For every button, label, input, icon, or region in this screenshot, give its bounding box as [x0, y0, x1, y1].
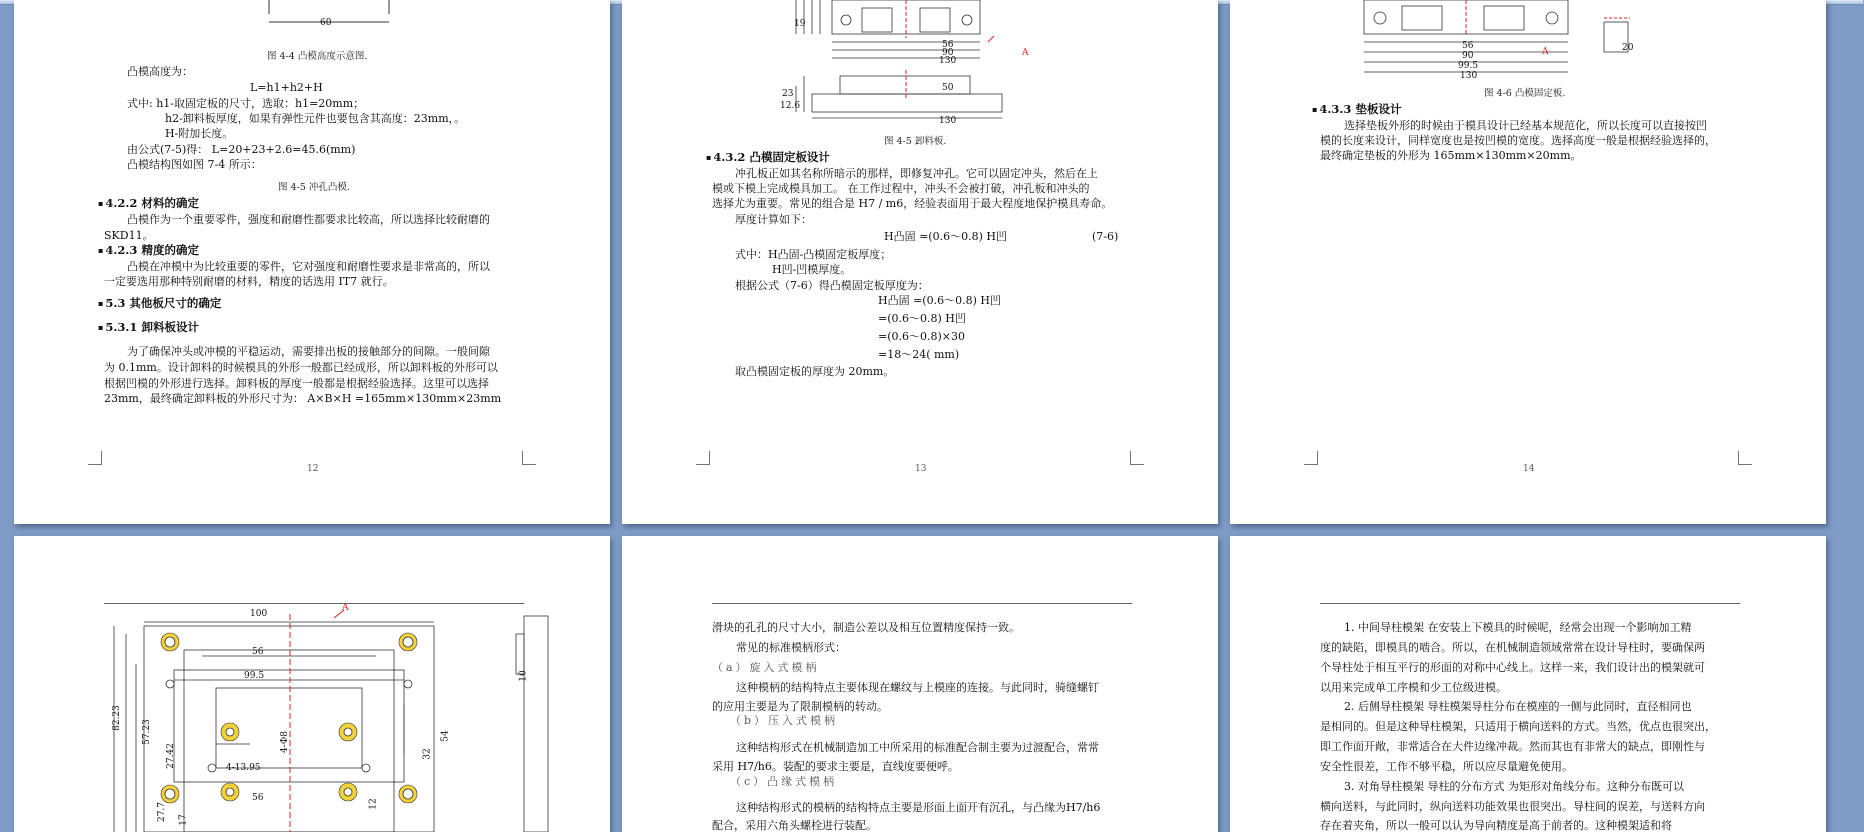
- paragraph-line: 个导柱处于相互平行的形面的对称中心线上。这样一来，我们设计出的模架就可: [1320, 661, 1705, 674]
- dim-32: 32: [422, 748, 433, 760]
- paragraph-line: 这种结构形式的模柄的结构特点主要是形面上面开有沉孔，与凸缘为H7/h6: [736, 801, 1101, 814]
- text-line: 式中：H凸固-凸模固定板厚度；: [735, 248, 892, 261]
- paragraph-line: 安全性很差，工作不够平稳，所以应尽量避免使用。: [1320, 760, 1573, 773]
- label-a: A: [342, 603, 349, 613]
- corner-mark: [696, 451, 710, 465]
- heading-4-3-3: ▪ 4.3.3 垫板设计: [1312, 102, 1401, 117]
- dim-130: 130: [1460, 71, 1478, 81]
- dim-20: 20: [1622, 43, 1634, 53]
- dim-90: 90: [942, 48, 954, 58]
- page-17: [1230, 536, 1826, 832]
- dim-99-5: 99.5: [244, 671, 265, 681]
- figure-4-6-drawing: [1354, 0, 1634, 90]
- paragraph-line: 常见的标准模柄形式：: [736, 641, 846, 654]
- text-line: 凸模高度为：: [127, 65, 193, 78]
- paragraph-line: 选择垫板外形的时候由于模具设计已经基本规范化，所以长度可以直接按凹: [1344, 119, 1707, 132]
- dim-19: 19: [794, 19, 806, 29]
- paragraph-line: 3. 对角导柱模架 导柱的分布方式 为矩形对角线分布。这种分布既可以: [1344, 780, 1684, 793]
- paragraph-line: 这种结构形式在机械制造加工中所采用的标准配合制主要为过渡配合，常常: [736, 741, 1099, 754]
- paragraph-line: 一定要选用那种特别耐磨的材料，精度的话选用 IT7 就行。: [104, 275, 394, 288]
- dim-56: 56: [942, 40, 954, 50]
- header-rule: [1320, 603, 1740, 604]
- dim-56-bottom: 56: [252, 793, 264, 803]
- dim-82-23: 82.23: [111, 705, 122, 731]
- corner-mark: [918, 586, 932, 600]
- formula-line: H凸固 =(0.6～0.8) H凹: [878, 294, 1001, 307]
- corner-mark: [312, 586, 326, 600]
- text-line: H-附加长度。: [165, 127, 234, 140]
- corner-mark: [1738, 451, 1752, 465]
- paragraph-line: 凸模作为一个重要零件，强度和耐磨性都要求比较高，所以选择比较耐磨的: [127, 213, 490, 226]
- heading-4-2-2: ▪ 4.2.2 材料的确定: [98, 196, 199, 211]
- text-line: 由公式(7-5)得： L=20+23+2.6=45.6(mm): [127, 143, 356, 156]
- dim-90: 90: [1462, 51, 1474, 61]
- heading-4-3-2: ▪ 4.3.2 凸模固定板设计: [706, 150, 830, 165]
- dim-54: 54: [440, 730, 451, 742]
- formula-line: L=h1+h2+H: [250, 81, 323, 94]
- dim-50: 50: [942, 83, 954, 93]
- figure-4-5-caption: 图 4-5 卸料板.: [884, 136, 947, 147]
- corner-mark: [1304, 451, 1318, 465]
- paragraph-line: 横向送料，与此同时，纵向送料功能效果也很突出。导柱间的误差，与送料方向: [1320, 800, 1705, 813]
- text-line: 式中: h1-取固定板的尺寸，选取：h1=20mm；: [127, 97, 365, 110]
- page-number: 13: [915, 464, 927, 474]
- dim-60: 60: [320, 18, 332, 28]
- formula-line: =(0.6～0.8) H凹: [878, 312, 966, 325]
- side-label-10: 10: [518, 670, 529, 682]
- paragraph-line: 23mm，最终确定卸料板的外形尺寸为： A×B×H =165mm×130mm×23mm: [104, 392, 502, 405]
- dim-56-top: 56: [252, 647, 264, 657]
- paragraph-line: 根据凹模的外形进行选择。卸料板的厚度一般都是根据经验选择。这里可以选择: [104, 377, 489, 390]
- figure-4-5-caption: 图 4-5 冲孔凸模.: [278, 182, 350, 193]
- page-number: 14: [1523, 464, 1535, 474]
- subheading-a: （a）旋入式模柄: [712, 661, 820, 674]
- label-a: A: [1542, 47, 1549, 57]
- paragraph-line: 为 0.1mm。设计卸料的时候模具的外形一般都已经成形，所以卸料板的外形可以: [104, 361, 498, 374]
- page-14: [1230, 0, 1826, 524]
- subheading-b: （b）压入式模柄: [730, 714, 839, 727]
- paragraph-line: 最终确定垫板的外形为 165mm×130mm×20mm。: [1320, 149, 1582, 162]
- dim-12: 12: [368, 798, 379, 810]
- corner-mark: [88, 451, 102, 465]
- paragraph-line: 以用来完成单工序模和少工位级进模。: [1320, 681, 1507, 694]
- heading-5-3-1: ▪ 5.3.1 卸料板设计: [98, 320, 199, 335]
- paragraph-line: 这种模柄的结构特点主要体现在螺纹与上模座的连接。与此同时，骑缝螺钉: [736, 681, 1099, 694]
- paragraph-line: 模的长度来设计，同样宽度也是按凹模的宽度。选择高度一般是根据经验选择的，: [1320, 134, 1716, 147]
- page-16: [622, 536, 1218, 832]
- formula-line: =18～24( mm): [878, 348, 960, 361]
- text-line: h2-卸料板厚度，如果有弹性元件也要包含其高度：23mm，。: [165, 112, 466, 125]
- paragraph-line: 为了确保冲头或冲模的平稳运动，需要排出板的接触部分的间隙。一般间隙: [127, 345, 490, 358]
- heading-5-3: ▪ 5.3 其他板尺寸的确定: [98, 296, 221, 311]
- dim-27-7: 27.7: [157, 801, 168, 823]
- corner-mark: [522, 451, 536, 465]
- label-a: A: [1022, 48, 1029, 58]
- figure-4-5-drawing: [790, 0, 1050, 130]
- page-13: [622, 0, 1218, 524]
- formula-line: =(0.6～0.8)×30: [878, 330, 966, 343]
- dim-12-6: 12.6: [780, 101, 801, 111]
- paragraph-line: 配合，采用六角头螺栓进行装配。: [712, 819, 877, 832]
- dim-100: 100: [250, 609, 268, 619]
- paragraph-line: 存在着夹角，所以一般可以认为导向精度是高于前者的。这种模架适和将: [1320, 819, 1672, 832]
- corner-mark: [1526, 586, 1540, 600]
- paragraph-line: 冲孔板正如其名称所暗示的那样，即修复冲孔。它可以固定冲头，然后在上: [735, 167, 1098, 180]
- dim-23: 23: [782, 89, 794, 99]
- dim-17: 17: [178, 814, 189, 826]
- paragraph-line: 厚度计算如下：: [735, 213, 812, 226]
- page-15-drawing: [14, 536, 610, 832]
- paragraph-line: 1. 中间导柱模架 在安装上下模具的时候呢，经常会出现一个影响加工精: [1344, 621, 1692, 634]
- paragraph-line: 模或下模上完成模具加工。 在工作过程中，冲头不会被打破，冲孔板和冲头的: [712, 182, 1090, 195]
- dim-56: 56: [1462, 41, 1474, 51]
- page-12: [14, 0, 610, 524]
- paragraph-line: SKD11。: [104, 229, 154, 242]
- paragraph-line: 凸模在冲模中为比较重要的零件，它对强度和耐磨性要求是非常高的，所以: [127, 260, 490, 273]
- formula-line: H凸固 =(0.6～0.8) H凹: [884, 230, 1007, 243]
- paragraph-line: 即工作面开敞，非常适合在大件边缘冲裁。然而其也有非常大的缺点，即刚性与: [1320, 740, 1705, 753]
- heading-4-2-3: ▪ 4.2.3 精度的确定: [98, 243, 199, 258]
- text-line: 凸模结构图如图 7-4 所示：: [127, 158, 262, 171]
- formula-number: (7-6): [1092, 230, 1119, 243]
- dim-4-13-95: 4-13.95: [226, 763, 261, 773]
- dim-130-bottom: 130: [939, 116, 957, 126]
- text-line: 取凸模固定板的厚度为 20mm。: [735, 365, 895, 378]
- figure-4-4-caption: 图 4-4 凸模高度示意图.: [267, 51, 368, 62]
- header-rule: [712, 603, 1132, 604]
- paragraph-line: 的应用主要是为了限制模柄的转动。: [712, 700, 888, 713]
- dim-99-5: 99.5: [1458, 61, 1479, 71]
- header-rule: [104, 603, 524, 604]
- paragraph-line: 滑块的孔孔的尺寸大小，制造公差以及相互位置精度保持一致。: [712, 621, 1020, 634]
- figure-4-4-drawing: [269, 0, 419, 30]
- subheading-c: （c）凸缘式模柄: [730, 775, 838, 788]
- figure-plate-drawing: [104, 614, 564, 832]
- paragraph-line: 2. 后侧导柱模架 导柱模架导柱分布在模座的一侧与此同时，直径相同也: [1344, 700, 1692, 713]
- dim-57-23: 57.23: [141, 719, 152, 745]
- page-number: 12: [307, 464, 319, 474]
- paragraph-line: 度的缺陷，即模具的啮合。所以，在机械制造领域常常在设计导柱时，要确保两: [1320, 641, 1705, 654]
- paragraph-line: 选择尤为重要。常见的组合是 H7 / m6，经验表面用于最大程度地保护模具寿命。: [712, 197, 1113, 210]
- text-line: H凹-凹模厚度。: [772, 263, 852, 276]
- paragraph-line: 采用 H7/h6。装配的要求主要是，直线度要便呼。: [712, 760, 959, 773]
- dim-130-top: 130: [939, 56, 957, 66]
- paragraph-line: 是相同的。但是这种导柱模架，只适用于横向送料的方式。当然，优点也很突出，: [1320, 720, 1716, 733]
- text-line: 根据公式（7-6）得凸模固定板厚度为：: [735, 279, 929, 292]
- dim-27-42: 27.42: [165, 743, 176, 769]
- figure-4-6-caption: 图 4-6 凸模固定板.: [1484, 88, 1566, 99]
- corner-mark: [1130, 451, 1144, 465]
- dim-4-phi8: 4-Φ8: [279, 731, 290, 753]
